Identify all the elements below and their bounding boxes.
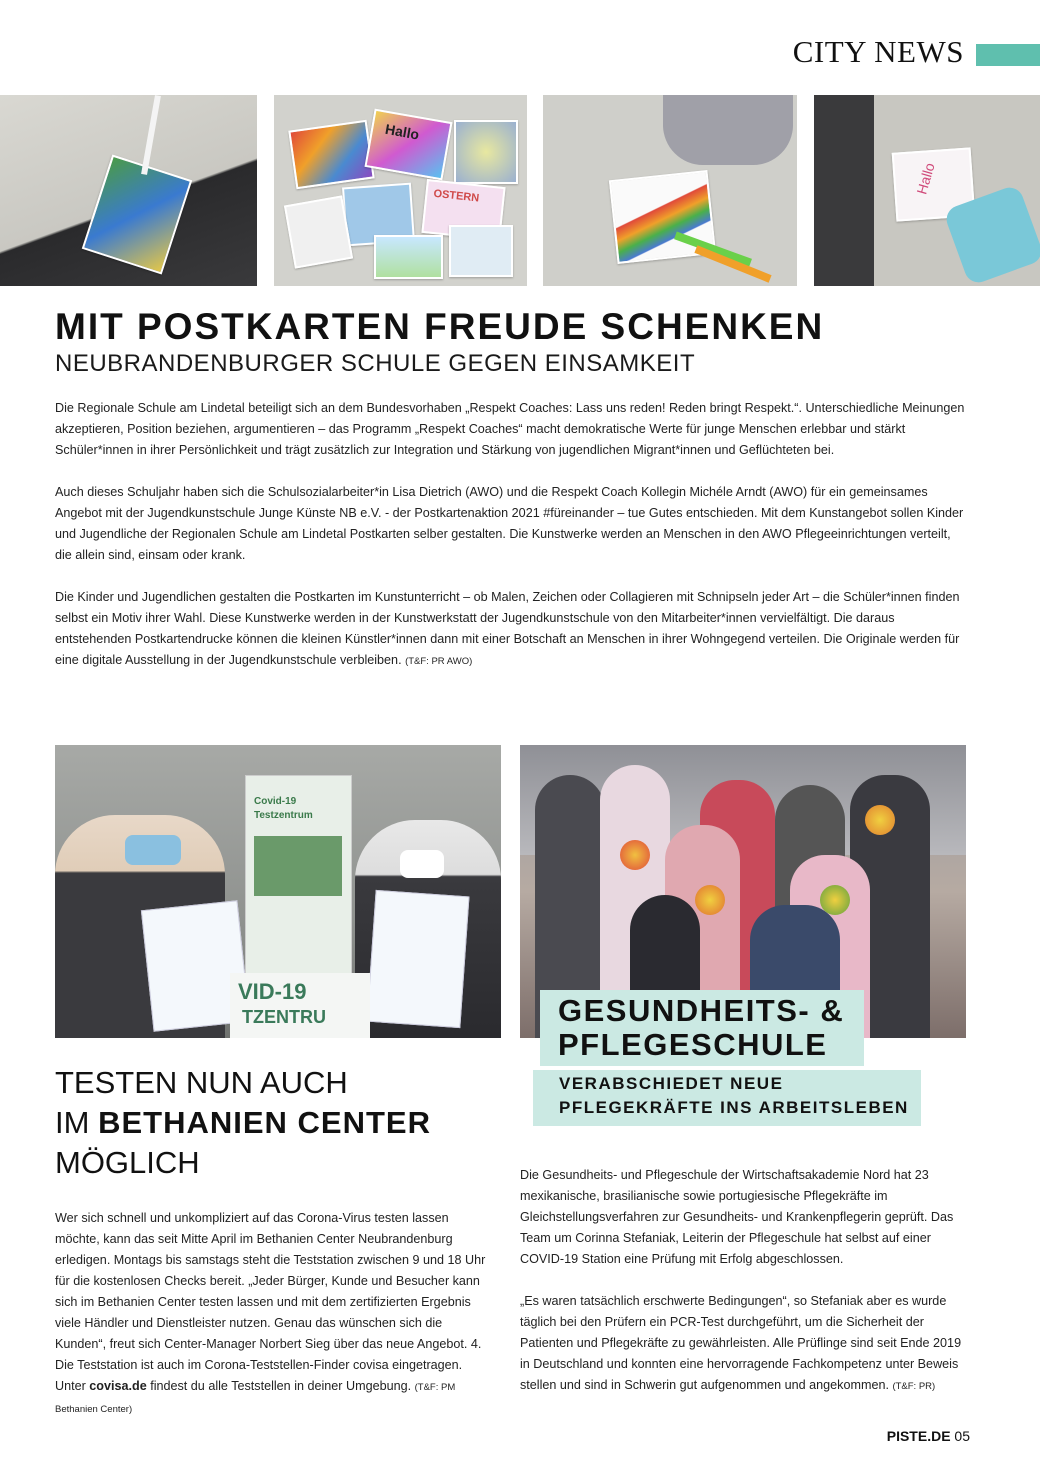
section-accent-bar bbox=[976, 44, 1040, 66]
article-paragraph-text: Wer sich schnell und unkompliziert auf das Corona-Virus testen lassen möchte, kann das seit Mitte April im Bethanien Center Neubrandenburg erledigen. Montags bis samstags steht die Teststation zwischen 9 und 18 Uhr für die kostenlosen Checks bereit. „Jeder Bürger, Kunde und Besucher kann sich im Bethanien Center testen lassen und mit dem zertifizierten Ergebnis viele Händler und Dienstleister nutzen. Genau das wünschen sich die Kunden“, freut sich Center-Manager Norbert Sieg über das neue Angebot. 4. Die Teststation ist auch im Corona-Teststellen-Finder covisa eingetragen. Unter bbox=[55, 1211, 486, 1393]
marker-orange bbox=[694, 245, 771, 282]
photo-testzentrum bbox=[55, 745, 501, 1038]
subhead-line: VERABSCHIEDET NEUE bbox=[559, 1074, 784, 1093]
article-paragraph-text: findest du alle Teststellen in deiner Umgebung. bbox=[150, 1379, 412, 1393]
postcard-hallo bbox=[364, 109, 452, 181]
subhead-line: PFLEGEKRÄFTE INS ARBEITSLEBEN bbox=[559, 1098, 909, 1117]
section-title: CITY NEWS bbox=[792, 34, 964, 69]
flower-bouquet bbox=[865, 805, 895, 835]
page-footer bbox=[887, 1428, 970, 1444]
headline-line: MÖGLICH bbox=[55, 1145, 200, 1180]
arm-shape bbox=[814, 95, 874, 286]
postcard-rainbow2 bbox=[374, 235, 443, 279]
postcard-circle bbox=[454, 120, 518, 184]
right-article-body bbox=[520, 1165, 970, 1418]
article-paragraph: Auch dieses Schuljahr haben sich die Schulsozialarbeiter*in Lisa Dietrich (AWO) und die Respekt Coach Kollegin Michéle Arndt (AWO) für ein gemeinsames Angebot mit der Jugendkunstschule Junge Künste NB e.V. - der Postkartenaktion 2021 #füreinander – tue Gutes entschieden. Mit dem Kunstangebot sollen Kinder und Jugendliche der Regionalen Schule am Lindetal Postkarten selber gestalten. Die Kunstwerke werden an Menschen in den AWO Pflegeeinrichtungen verteilt, die allein sind, einsam oder krank. bbox=[55, 485, 964, 562]
postcard-text: Hallo bbox=[913, 161, 938, 197]
article-subhead: NEUBRANDENBURGER SCHULE GEGEN EINSAMKEIT bbox=[55, 350, 696, 377]
postcard-text: Hallo bbox=[383, 120, 421, 143]
headline-bold: BETHANIEN CENTER bbox=[98, 1105, 431, 1140]
flower-bouquet bbox=[620, 840, 650, 870]
testzentrum-poster bbox=[245, 775, 352, 977]
page-number: 05 bbox=[954, 1428, 970, 1444]
article-paragraph-text: „Es waren tatsächlich erschwerte Bedingungen“, so Stefaniak aber es wurde täglich bei den Prüfern ein PCR-Test durchgeführt, um die Sicherheit der Patienten und Pflegekräfte zu gewährleisten. Alle Prüflinge sind seit Ende 2019 in Deutschland und konnten eine hervorragende Fachkompetenz unter Beweis stellen und sind in Schwerin gut aufgenommen und angekommen. bbox=[520, 1294, 962, 1392]
pencil-shape bbox=[141, 95, 161, 175]
article-body bbox=[55, 398, 970, 693]
photo-credit: (T&F: PR AWO) bbox=[405, 656, 473, 667]
right-article-subhead bbox=[533, 1070, 921, 1126]
article-paragraph: Die Regionale Schule am Lindetal beteiligt sich an dem Bundesvorhaben „Respekt Coaches: Lass uns reden! Reden bringt Respekt.“. Unterschiedliche Meinungen akzeptieren, Position beziehen, argumentieren – das Programm „Respekt Coaches“ macht demokratische Werte für junge Menschen erlebbar und stärkt Schüler*innen in ihrer Persönlichkeit und trägt zusätzlich zur Integration und Stärkung von jugendlichen Migrant*innen und Geflüchteten bei. bbox=[55, 401, 965, 457]
postcard-landscape bbox=[449, 225, 513, 277]
covisa-link[interactable]: covisa.de bbox=[89, 1379, 147, 1393]
photo-credit: (T&F: PM Bethanien Center) bbox=[55, 1382, 456, 1415]
poster-title: Covid-19 bbox=[254, 796, 297, 807]
banner-text: VID-19 bbox=[238, 979, 307, 1004]
ffp2-mask bbox=[400, 850, 444, 878]
sleeve-shape bbox=[663, 95, 793, 165]
article-paragraph: Die Gesundheits- und Pflegeschule der Wirtschaftsakademie Nord hat 23 mexikanische, brasilianische sowie portugiesische Pflegekräfte im Gleichstellungsverfahren zur Gesundheits- und Krankenpflegerin geprüft. Das Team um Corinna Stefaniak, Leiterin der Pflegeschule hat selbst auf einer COVID-19 Station eine Prüfung mit Erfolg abgeschlossen. bbox=[520, 1168, 954, 1266]
photo-credit: (T&F: PR) bbox=[892, 1381, 936, 1392]
flower-bouquet bbox=[695, 885, 725, 915]
left-article-headline bbox=[55, 1063, 475, 1183]
article-paragraph bbox=[520, 1291, 970, 1397]
postcard-flower bbox=[82, 154, 192, 274]
test-certificate bbox=[367, 890, 470, 1028]
testzentrum-banner bbox=[230, 973, 370, 1038]
poster-image bbox=[254, 836, 342, 896]
footer-brand: PISTE.DE bbox=[886, 1428, 951, 1444]
left-article-body bbox=[55, 1208, 495, 1420]
postcard-rainbow bbox=[288, 120, 374, 189]
article-headline: MIT POSTKARTEN FREUDE SCHENKEN bbox=[55, 306, 825, 347]
headline-word: IM bbox=[55, 1105, 90, 1140]
photo-child-drawing bbox=[0, 95, 257, 286]
photo-drawing-rainbow bbox=[543, 95, 797, 286]
postcard-sketch bbox=[284, 195, 353, 268]
headline-line: PFLEGESCHULE bbox=[558, 1027, 828, 1062]
poster-subtitle: Testzentrum bbox=[254, 810, 313, 821]
article-paragraph-text: Die Kinder und Jugendlichen gestalten die Postkarten im Kunstunterricht – ob Malen, Zeichen oder Collagieren mit Schnipseln jeder Art – die Schüler*innen finden selbst ein Motiv ihrer Wahl. Diese Kunstwerke werden in der Kunstwerkstatt der Jugendkunstschule von den Mitarbeiter*innen vervielfältigt. Die daraus entstehenden Postkartendrucke können die kleinen Künstler*innen dann mit einer Botschaft an Menschen in ihrer Wohngegend verteilen. Die Originale werden für eine digitale Ausstellung in der Jugendkunstschule verbleiben. bbox=[55, 590, 960, 667]
photo-postcards bbox=[274, 95, 527, 286]
postcard-text: OSTERN bbox=[432, 187, 480, 205]
article-paragraph bbox=[55, 587, 970, 672]
headline-line bbox=[55, 1103, 475, 1143]
banner-text: TZENTRU bbox=[242, 1007, 326, 1027]
photo-drawing-hallo bbox=[814, 95, 1040, 286]
headline-line: GESUNDHEITS- & bbox=[558, 993, 845, 1028]
right-article-headline bbox=[540, 990, 864, 1066]
face-mask bbox=[125, 835, 181, 865]
flower-bouquet bbox=[820, 885, 850, 915]
headline-line: TESTEN NUN AUCH bbox=[55, 1065, 348, 1100]
